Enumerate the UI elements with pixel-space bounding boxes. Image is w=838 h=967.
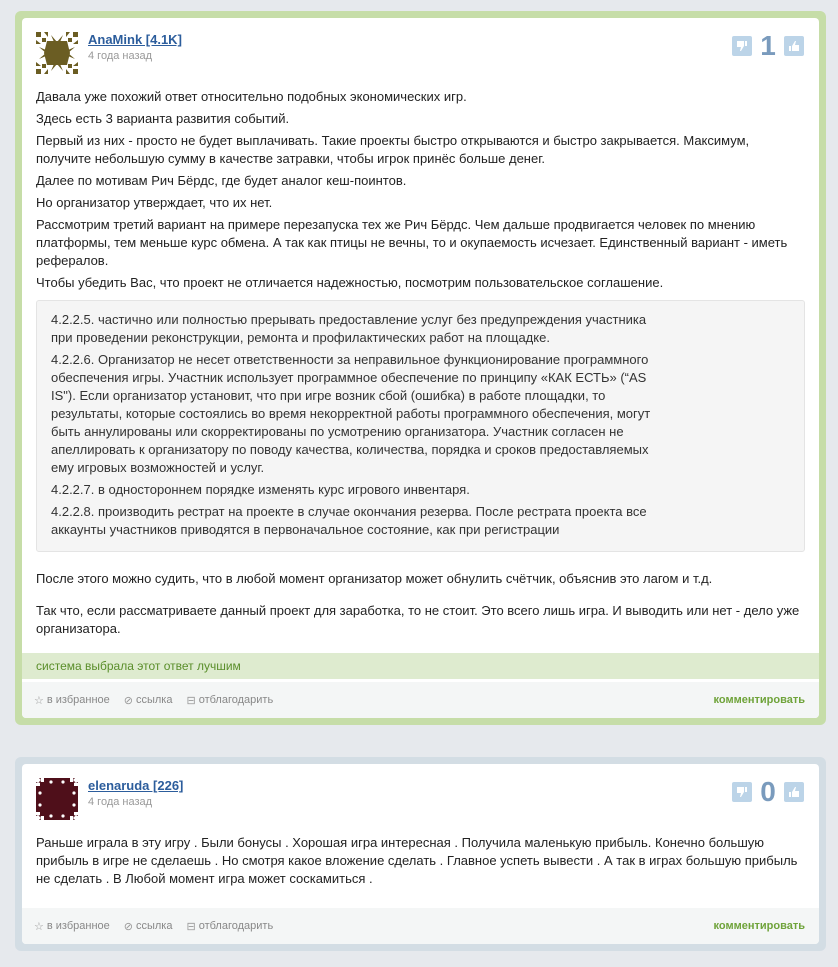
comment-button[interactable]: комментировать: [713, 920, 805, 932]
chain-link-icon: ⊘: [123, 694, 133, 707]
geometric-snowflake-avatar-icon: [36, 32, 78, 74]
answer-paragraph: Так что, если рассматриваете данный проект для заработка, то не стоит. Это всего лишь игра. И выводить или нет - дело уже организатора.: [36, 603, 800, 636]
vote-count: 1: [760, 30, 776, 61]
answer-paragraph: Здесь есть 3 варианта развития событий.: [36, 111, 290, 126]
answer-paragraph: После этого можно судить, что в любой момент организатор может обнулить счётчик, объяснив это лагом и т.д.: [36, 571, 713, 586]
answer-paragraph: Далее по мотивам Рич Бёрдс, где будет аналог кеш-поинтов.: [36, 173, 407, 188]
thumbs-up-icon: [788, 786, 800, 798]
author-profile-link[interactable]: elenaruda [226]: [88, 778, 184, 793]
best-answer-label: система выбрала этот ответ лучшим: [22, 653, 819, 679]
thumbs-down-icon: [736, 40, 748, 52]
vote-down-button[interactable]: [732, 782, 752, 802]
thank-label: отблагодарить: [198, 920, 274, 932]
answer-timestamp: 4 года назад: [88, 50, 153, 62]
vote-count: 0: [760, 776, 776, 807]
vote-up-button[interactable]: [784, 36, 804, 56]
answer-card: [22, 18, 819, 718]
add-to-favorites-button[interactable]: [34, 694, 110, 707]
thank-button[interactable]: [186, 920, 273, 933]
answer-body: [36, 88, 805, 642]
thank-button[interactable]: [186, 694, 273, 707]
quote-paragraph: 4.2.2.7. в одностороннем порядке изменять курс игрового инвентаря.: [51, 482, 470, 497]
answer-paragraph: Раньше играла в эту игру . Были бонусы . Хорошая игра интересная . Получила маленькую прибыль. Конечно большую прибыль в игре не сделаешь . Но смотря какое вложение сделать . Главное успеть вывести . А так в играх большую прибыль не сделать . В Любой момент игра может соскамиться .: [36, 835, 798, 886]
chain-link-icon: ⊘: [123, 920, 133, 933]
answer-frame: [15, 757, 826, 951]
comment-button[interactable]: комментировать: [713, 694, 805, 706]
answer-paragraph: Рассмотрим третий вариант на примере перезапуска тех же Рич Бёрдс. Чем дальше продвигается человек по мнению платформы, тем меньше курс обмена. А так как птицы не вечны, то и окупаемость исчезает. Единственный вариант - иметь рефералов.: [36, 217, 788, 268]
vote-controls: [732, 32, 804, 60]
gift-card-icon: ⊟: [186, 694, 196, 707]
pattern-avatar-icon: [36, 778, 78, 820]
quote-paragraph: 4.2.2.5. частично или полностью прерывать предоставление услуг без предупреждения участника при проведении реконструкции, ремонта и профилактических работ на площадке.: [51, 312, 647, 345]
add-to-favorites-button[interactable]: [34, 920, 110, 933]
answer-timestamp: 4 года назад: [88, 796, 153, 808]
thumbs-up-icon: [788, 40, 800, 52]
vote-up-button[interactable]: [784, 782, 804, 802]
quote-paragraph: 4.2.2.8. производить рестрат на проекте в случае окончания резерва. После рестрата проекта все аккаунты участников приводятся в первоначальное состояние, как при регистрации: [51, 504, 647, 537]
star-icon: ☆: [34, 694, 44, 707]
answer-footer: [22, 682, 819, 718]
answer-paragraph: Давала уже похожий ответ относительно подобных экономических игр.: [36, 89, 467, 104]
permalink-button[interactable]: [124, 920, 173, 933]
thumbs-down-icon: [736, 786, 748, 798]
quote-paragraph: 4.2.2.6. Организатор не несет ответственности за неправильное функционирование программного обеспечения игры. Участник использует программное обеспечение по принципу «КАК ЕСТЬ» (“AS IS"). Если организатор установит, что при игре возник сбой (ошибка) в работе площадки, то результаты, которые состоялись во время некорректной работы программного обеспечения, могут быть аннулированы или скорректированы по усмотрению организатора. Участник согласен не апеллировать к организатору по поводу качества, количества, порядка и сроков предоставляемых ему игровых возможностей и услуг.: [51, 352, 651, 475]
author-profile-link[interactable]: AnaMink [4.1K]: [88, 32, 182, 47]
answer-paragraph: Чтобы убедить Вас, что проект не отличается надежностью, посмотрим пользовательское соглашение.: [36, 275, 664, 290]
vote-controls: [732, 778, 804, 806]
favorites-label: в избранное: [46, 920, 110, 932]
permalink-button[interactable]: [124, 694, 173, 707]
vote-down-button[interactable]: [732, 36, 752, 56]
answer-card: [22, 764, 819, 944]
best-answer-frame: [15, 11, 826, 725]
link-label: ссылка: [135, 694, 173, 706]
avatar[interactable]: [36, 778, 78, 820]
link-label: ссылка: [135, 920, 173, 932]
answer-footer: [22, 908, 819, 944]
answer-body: [36, 834, 805, 892]
avatar[interactable]: [36, 32, 78, 74]
favorites-label: в избранное: [46, 694, 110, 706]
answer-paragraph: Первый из них - просто не будет выплачивать. Такие проекты быстро открываются и быстро закрывается. Максимум, получите небольшую сумму в качестве затравки, чтобы игрок принёс больше денег.: [36, 133, 750, 166]
thank-label: отблагодарить: [198, 694, 274, 706]
quote-block: [36, 300, 805, 552]
gift-card-icon: ⊟: [186, 920, 196, 933]
answer-paragraph: Но организатор утверждает, что их нет.: [36, 195, 273, 210]
star-icon: ☆: [34, 920, 44, 933]
